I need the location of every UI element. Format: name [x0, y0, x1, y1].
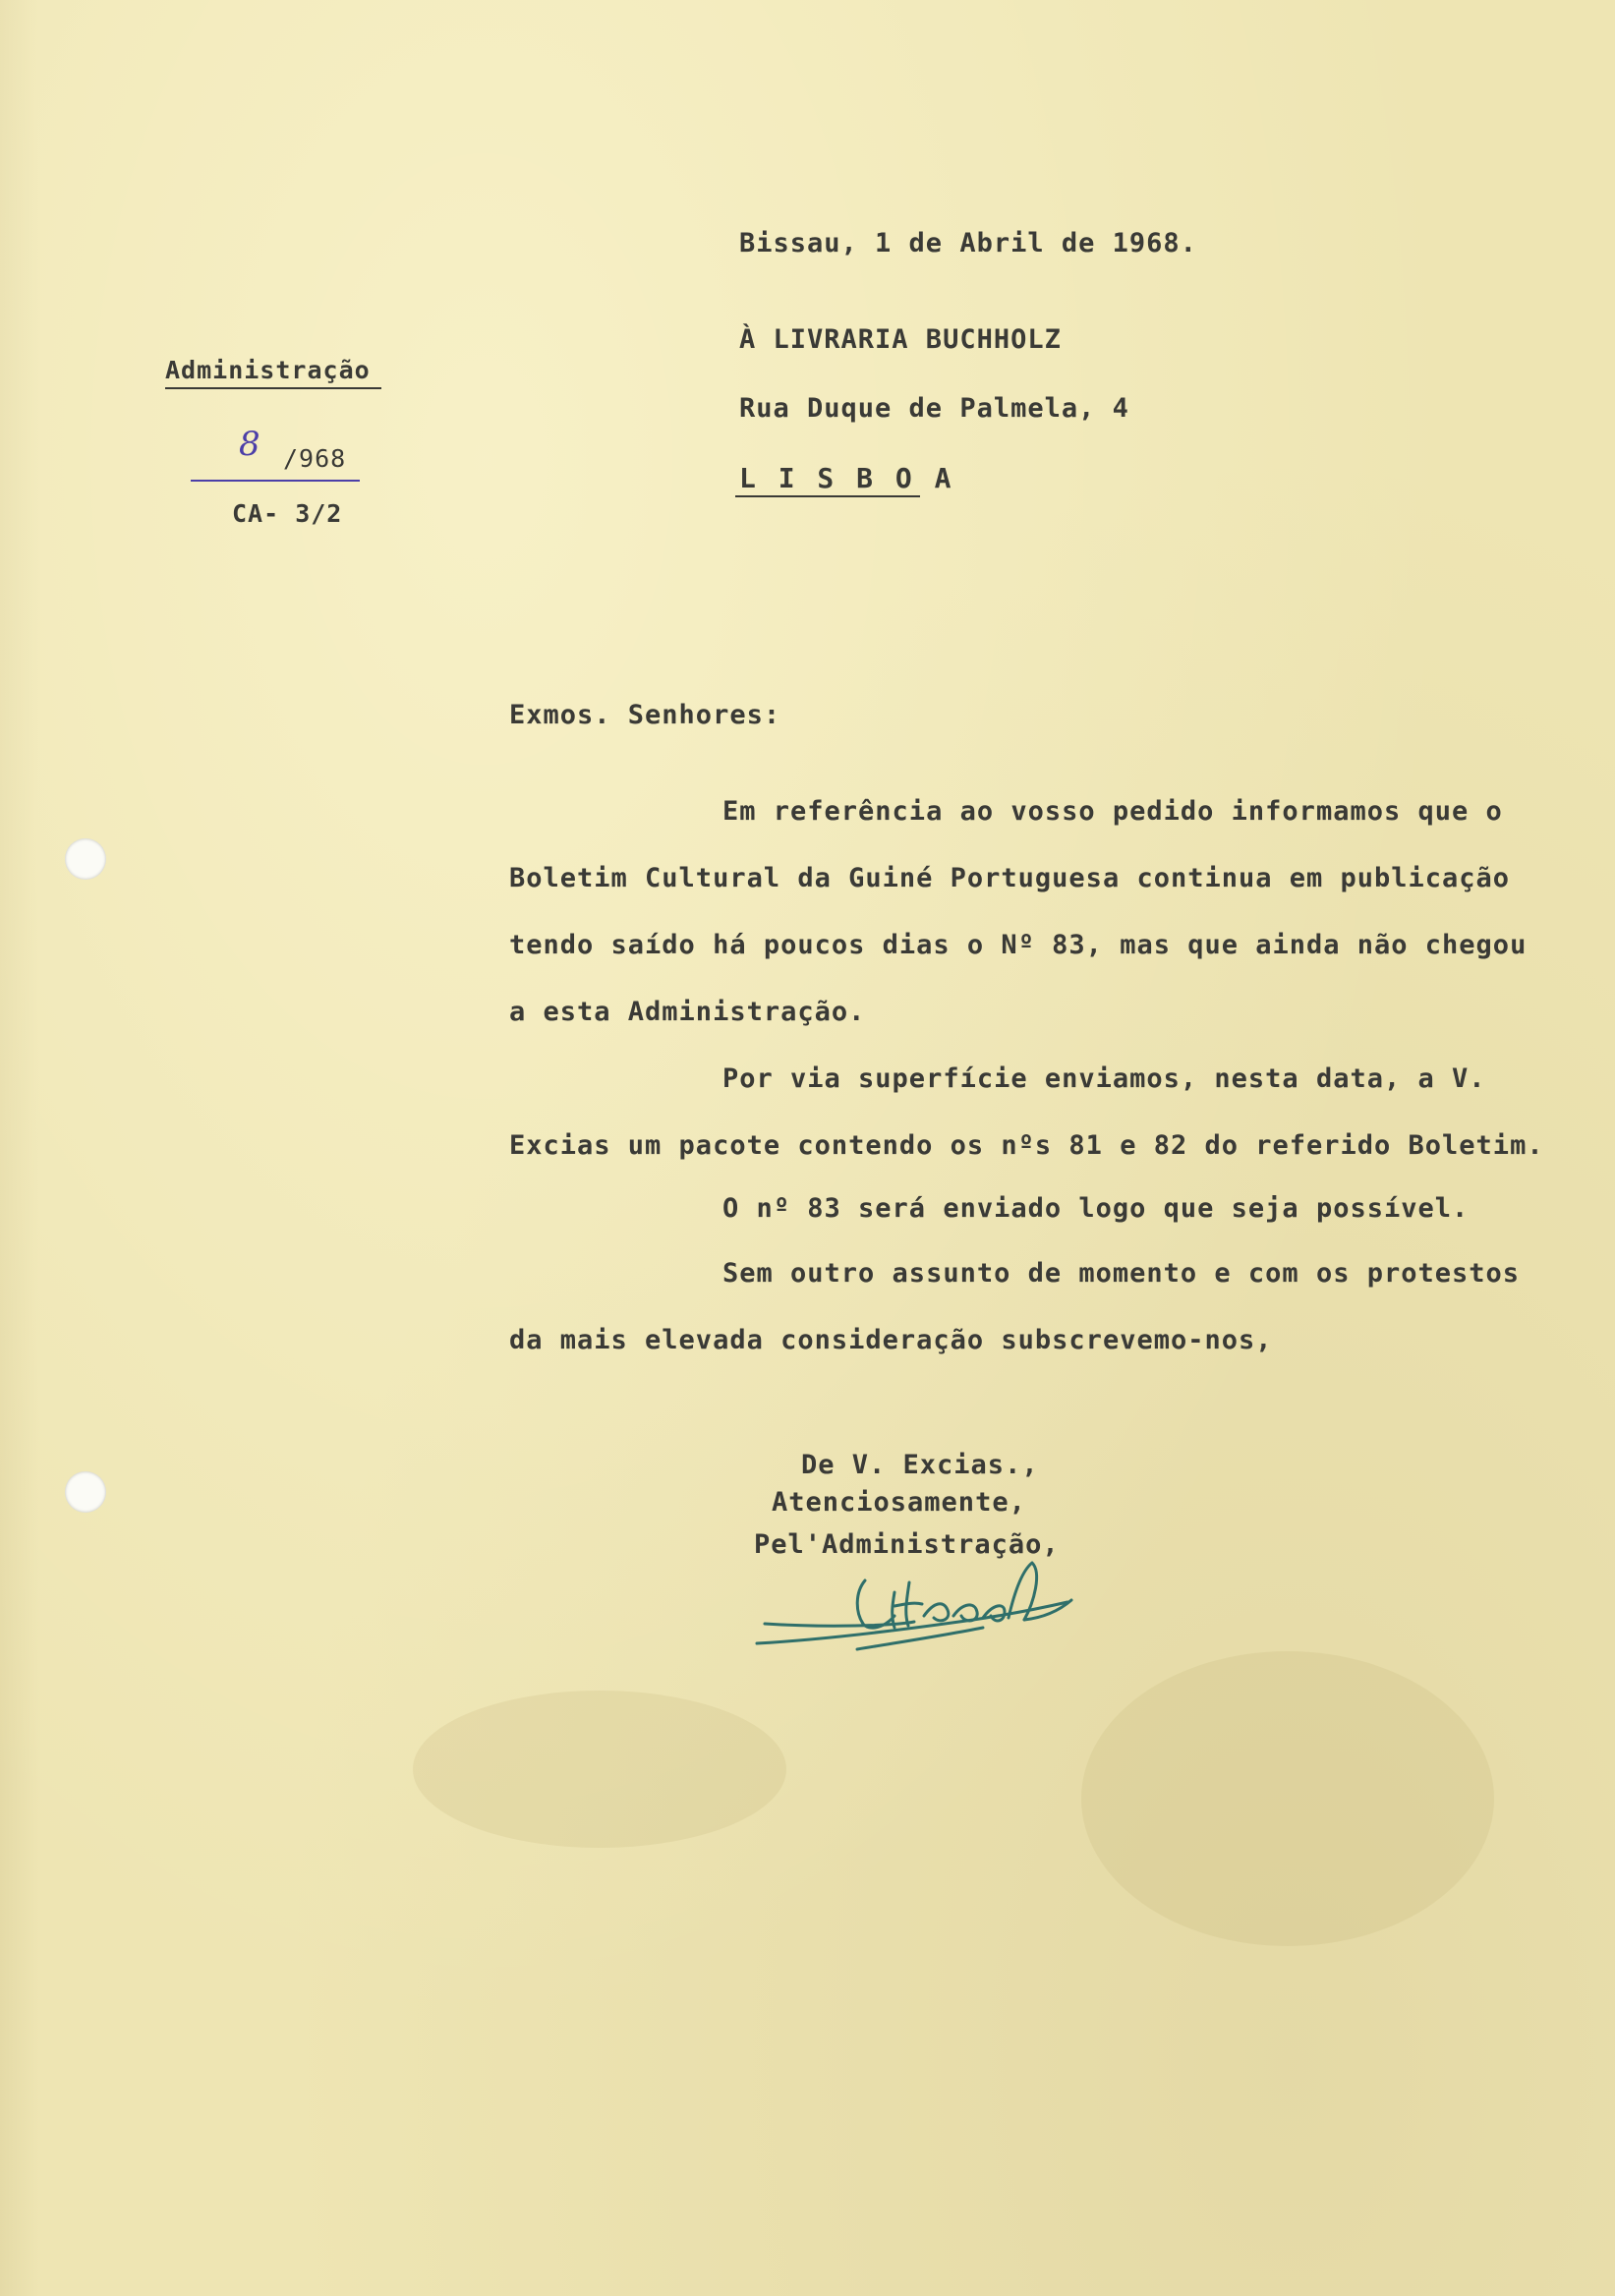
closing-line-3: Pel'Administração, [754, 1529, 1060, 1560]
department-label: Administração [165, 356, 371, 384]
closing-line-2: Atenciosamente, [772, 1487, 1026, 1518]
reference-underline [191, 480, 360, 482]
body-line: Por via superfície enviamos, nesta data, a V. [722, 1063, 1486, 1094]
body-line: Em referência ao vosso pedido informamos que o [722, 796, 1503, 827]
paper-stain [413, 1691, 786, 1848]
salutation: Exmos. Senhores: [509, 700, 781, 730]
body-line: Excias um pacote contendo os nºs 81 e 82 do referido Boletim. [509, 1130, 1544, 1161]
body-line: a esta Administração. [509, 997, 866, 1027]
addressee-street: Rua Duque de Palmela, 4 [739, 393, 1129, 424]
body-line: da mais elevada consideração subscrevemo-nos, [509, 1325, 1273, 1355]
reference-code: CA- 3/2 [232, 499, 343, 528]
addressee-name: À LIVRARIA BUCHHOLZ [739, 324, 1062, 355]
paper-stain [1081, 1651, 1494, 1946]
closing-line-1: De V. Excias., [801, 1450, 1039, 1480]
department-underline [165, 387, 381, 389]
addressee-city: L I S B O A [739, 462, 954, 494]
date-line: Bissau, 1 de Abril de 1968. [739, 228, 1197, 258]
body-line: tendo saído há poucos dias o Nº 83, mas que ainda não chegou [509, 930, 1528, 960]
handwritten-number: 8 [239, 425, 260, 464]
reference-year: /968 [283, 444, 347, 473]
signature [747, 1533, 1081, 1661]
body-line: Sem outro assunto de momento e com os protestos [722, 1258, 1521, 1289]
body-line: Boletim Cultural da Guiné Portuguesa continua em publicação [509, 863, 1511, 893]
punch-hole-top [65, 838, 106, 880]
punch-hole-bottom [65, 1471, 106, 1513]
body-line: O nº 83 será enviado logo que seja possível. [722, 1193, 1470, 1224]
city-underline [735, 495, 920, 497]
